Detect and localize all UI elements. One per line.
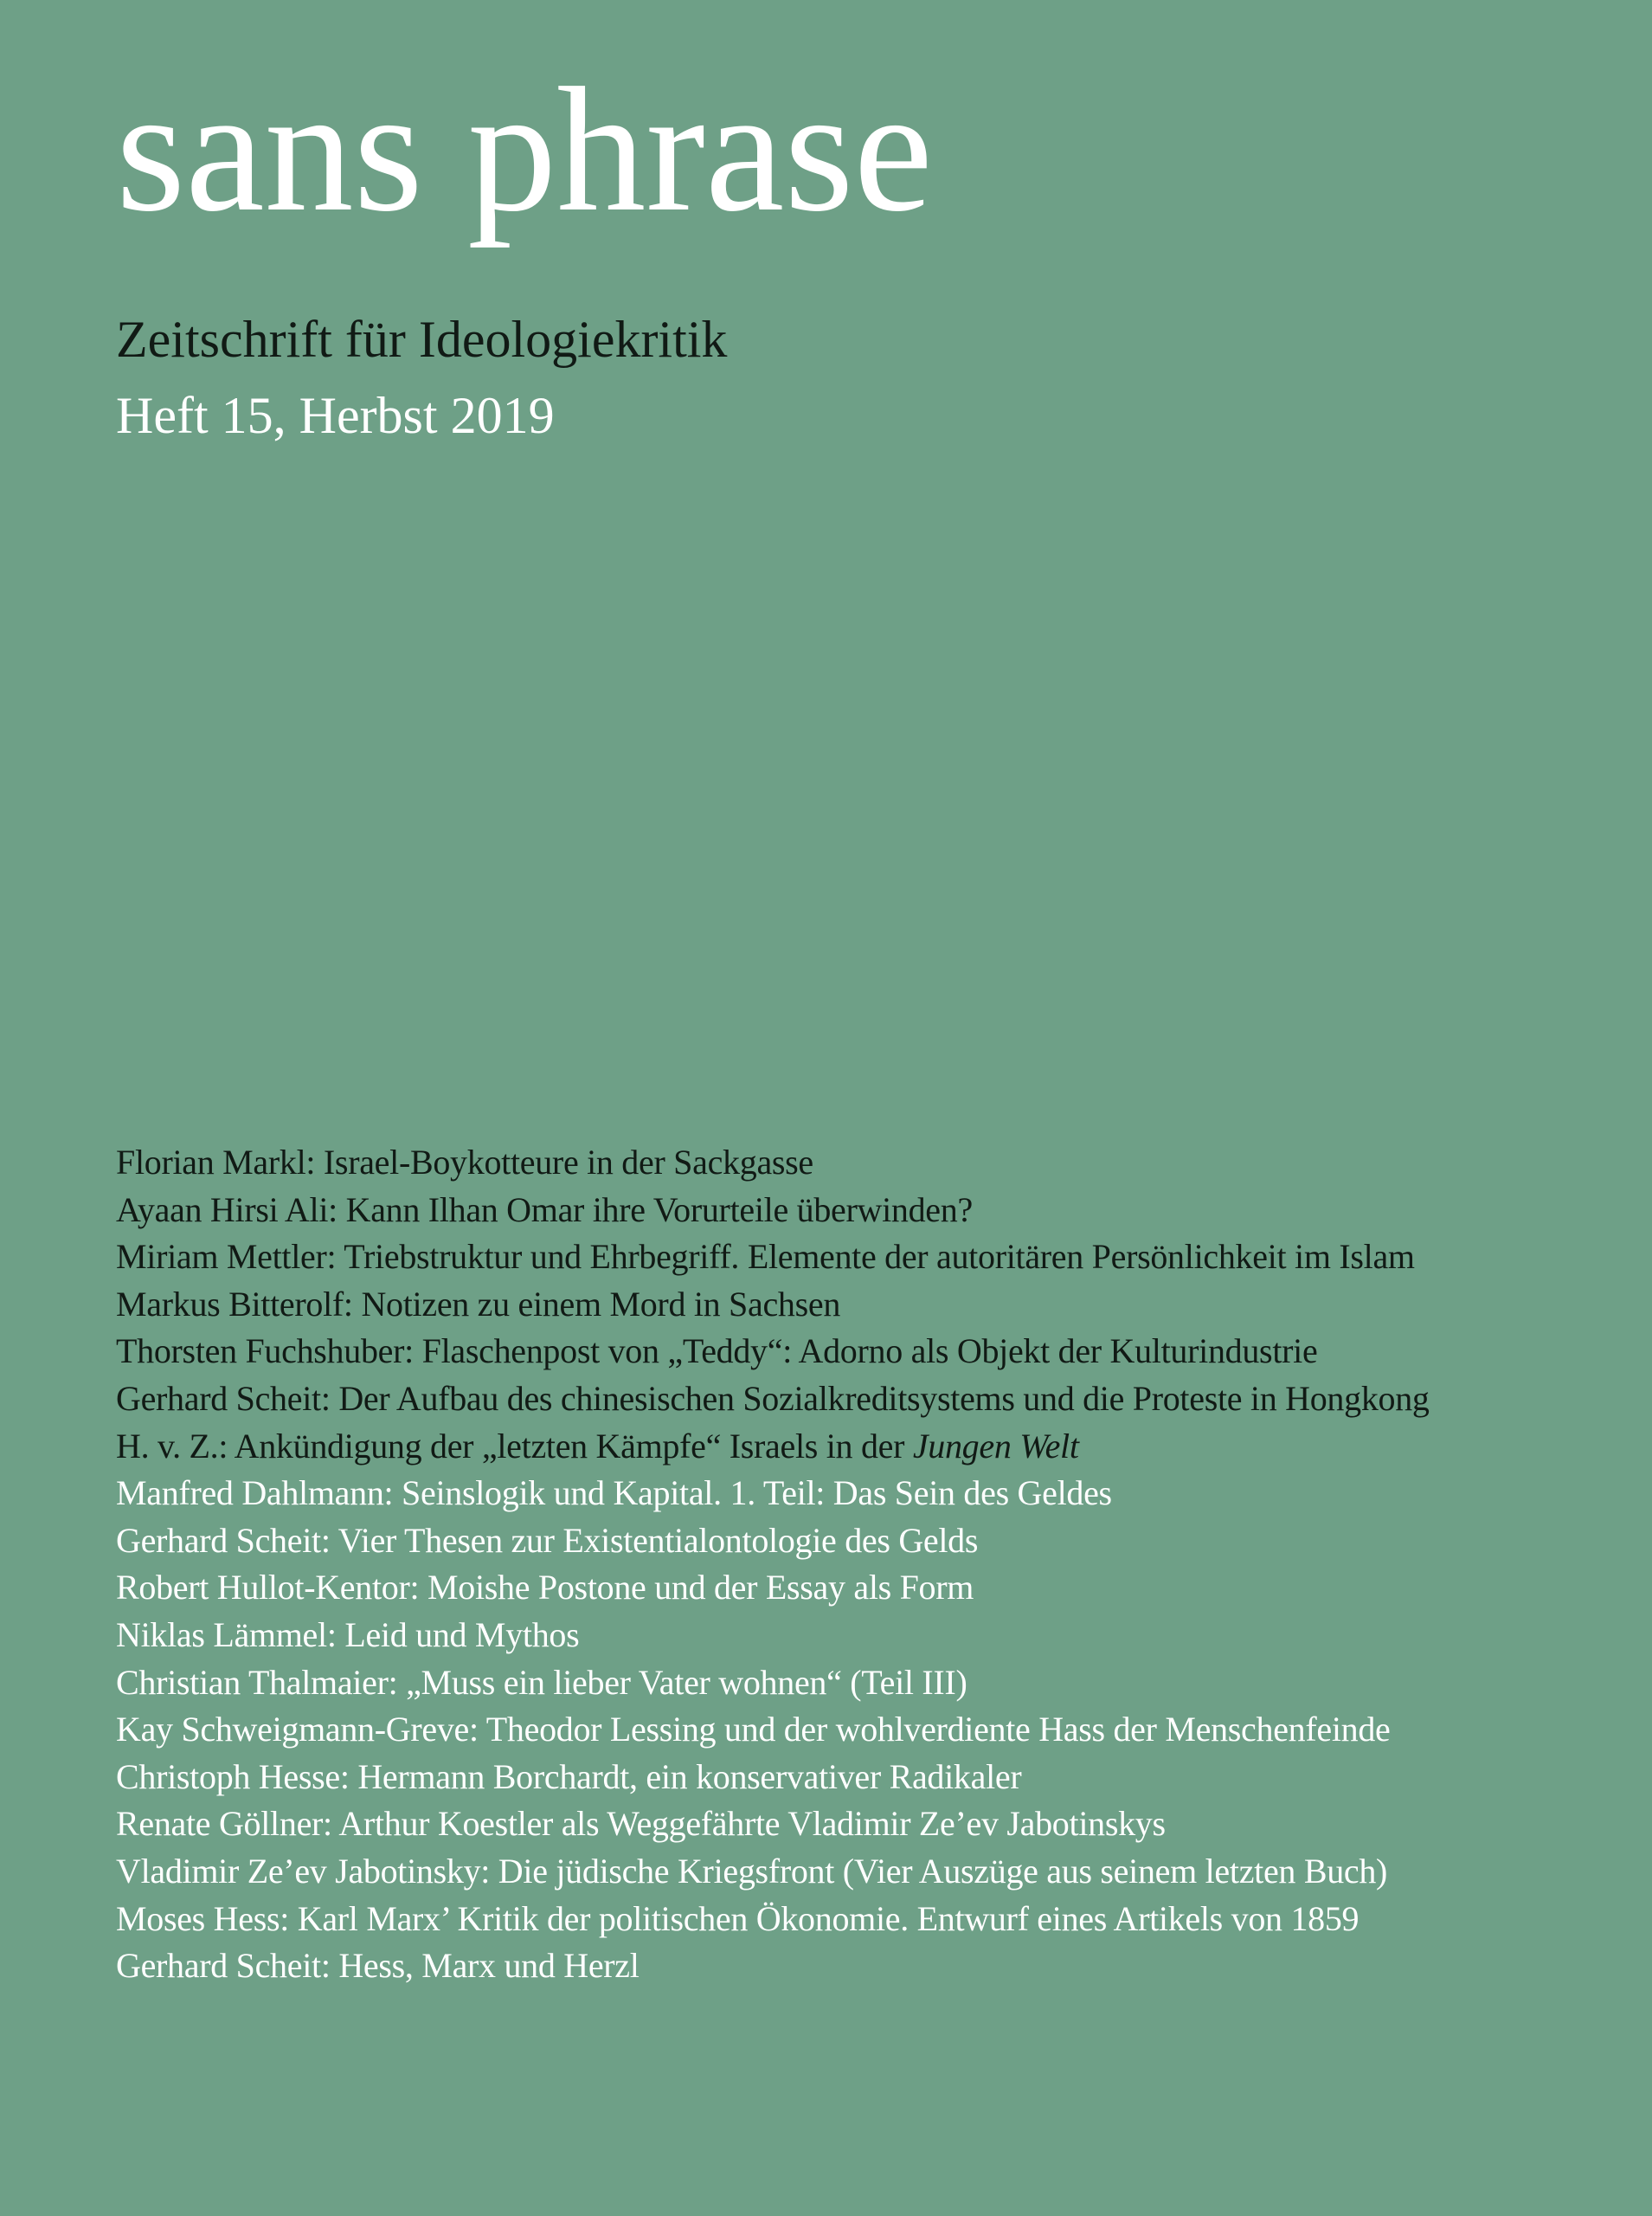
contents-item: Gerhard Scheit: Hess, Marx und Herzl [116,1946,640,1986]
contents-item: Florian Markl: Israel-Boykotteure in der Sackgasse [116,1143,813,1182]
journal-subtitle: Zeitschrift für Ideologiekritik [116,311,728,368]
contents-item: Vladimir Ze’ev Jabotinsky: Die jüdische Kriegsfront (Vier Auszüge aus seinem letzten Buch) [116,1851,1388,1891]
contents-item: Gerhard Scheit: Vier Thesen zur Existentialontologie des Gelds [116,1520,979,1560]
contents-item: Kay Schweigmann-Greve: Theodor Lessing und der wohlverdiente Hass der Menschenfeinde [116,1710,1391,1749]
contents-item: Thorsten Fuchshuber: Flaschenpost von „Teddy“: Adorno als Objekt der Kulturindustrie [116,1331,1318,1371]
contents-item: H. v. Z.: Ankündigung der „letzten Kämpfe“ Israels in der Jungen Welt [116,1426,1079,1466]
contents-item: Miriam Mettler: Triebstruktur und Ehrbegriff. Elemente der autoritären Persönlichkeit im Islam [116,1237,1415,1277]
table-of-contents [116,1139,1430,1990]
contents-item: Christian Thalmaier: „Muss ein lieber Vater wohnen“ (Teil III) [116,1662,967,1702]
journal-title: sans phrase [116,50,933,248]
contents-item: Gerhard Scheit: Der Aufbau des chinesischen Sozialkreditsystems und die Proteste in Hongkong [116,1378,1430,1418]
contents-item: Robert Hullot-Kentor: Moishe Postone und der Essay als Form [116,1568,974,1607]
contents-item: Markus Bitterolf: Notizen zu einem Mord in Sachsen [116,1284,841,1324]
contents-item: Renate Göllner: Arthur Koestler als Weggefährte Vladimir Ze’ev Jabotinskys [116,1804,1166,1844]
contents-item: Ayaan Hirsi Ali: Kann Ilhan Omar ihre Vorurteile überwinden? [116,1189,973,1229]
italic-publication-title: Jungen Welt [912,1426,1079,1466]
contents-item: Niklas Lämmel: Leid und Mythos [116,1614,580,1654]
contents-item: Moses Hess: Karl Marx’ Kritik der politischen Ökonomie. Entwurf eines Artikels von 1859 [116,1898,1360,1938]
contents-item: Christoph Hesse: Hermann Borchardt, ein konservativer Radikaler [116,1756,1022,1796]
issue-label: Heft 15, Herbst 2019 [116,387,555,444]
contents-item: Manfred Dahlmann: Seinslogik und Kapital. 1. Teil: Das Sein des Geldes [116,1473,1112,1513]
